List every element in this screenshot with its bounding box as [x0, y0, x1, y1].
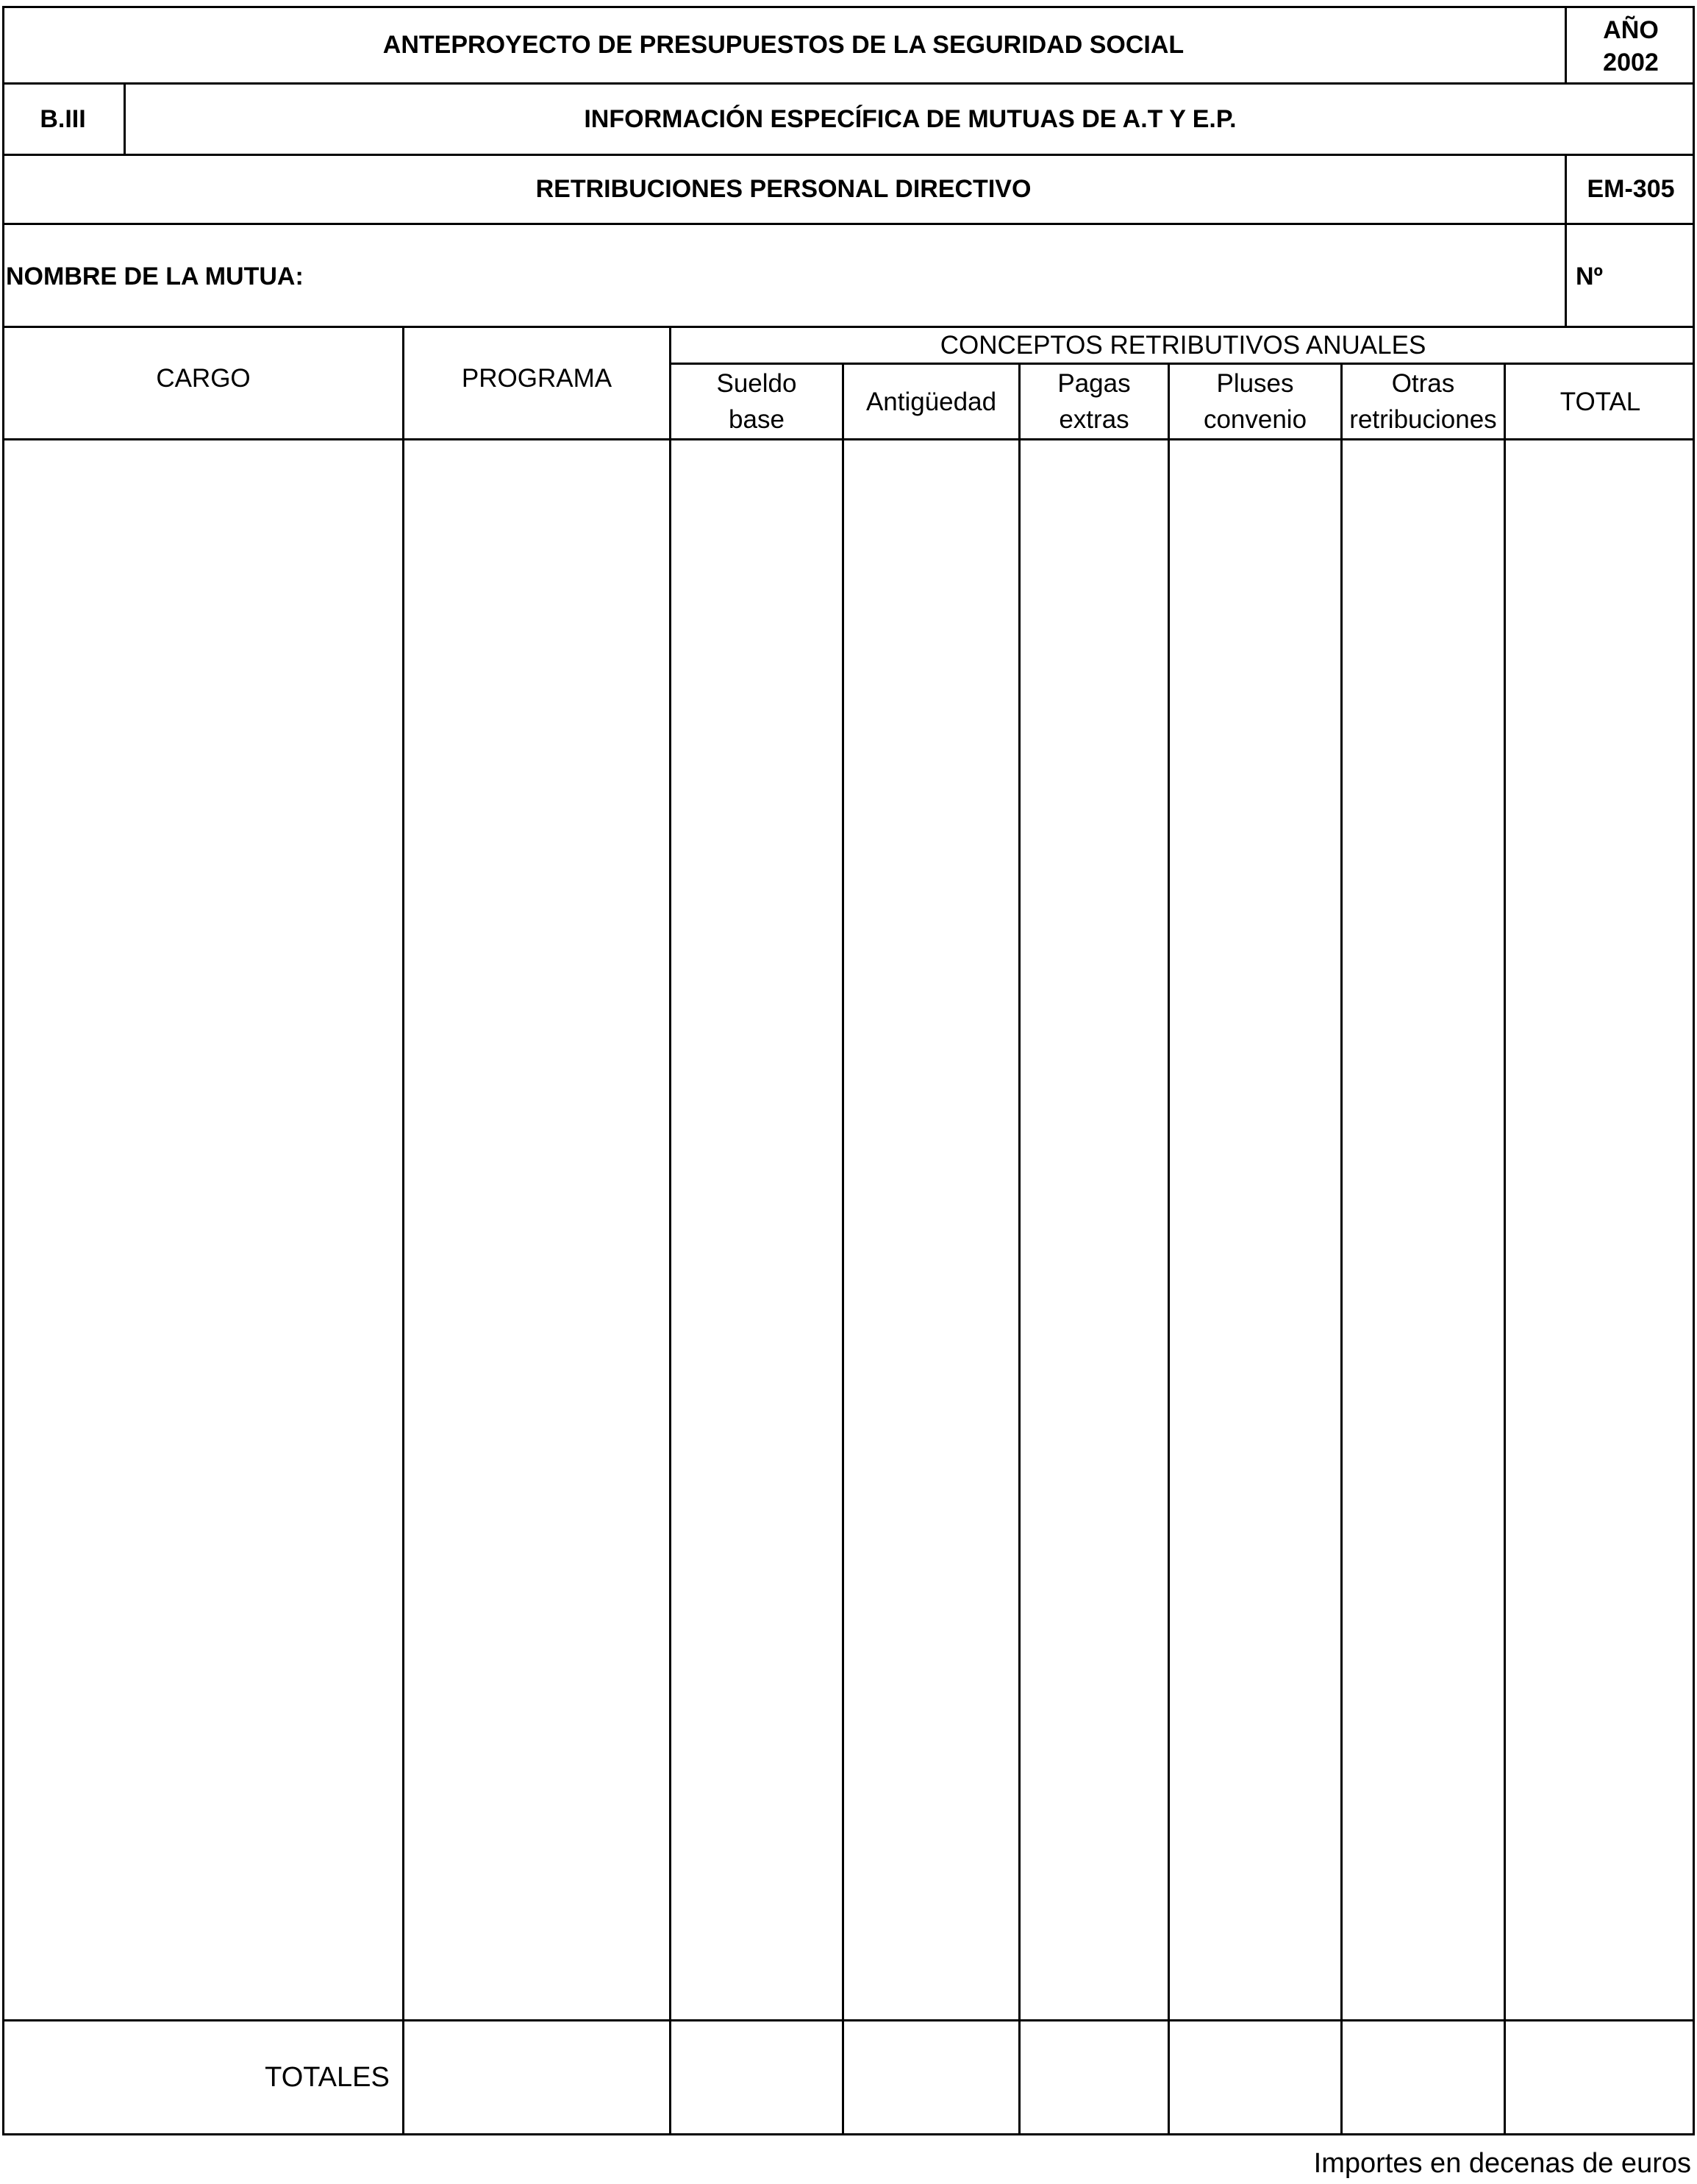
totals-cell-pluses-convenio[interactable] — [1170, 2021, 1340, 2133]
body-cell-sueldo-base[interactable] — [671, 440, 842, 2019]
section-code: B.III — [40, 104, 86, 133]
column-header-pagas-extras-line2: extras — [1059, 405, 1129, 434]
mutua-number-label: Nº — [1576, 262, 1603, 290]
body-cell-pluses-convenio[interactable] — [1170, 440, 1340, 2019]
column-header-total — [1506, 365, 1695, 438]
column-header-pluses-convenio-line1: Pluses — [1216, 369, 1294, 398]
amounts-unit-note: Importes en decenas de euros — [1313, 2147, 1691, 2179]
body-cell-otras-retribuciones[interactable] — [1343, 440, 1504, 2019]
column-header-otras-retribuciones — [1343, 365, 1504, 438]
column-header-sueldo-base-line1: Sueldo — [716, 369, 797, 398]
form-title: RETRIBUCIONES PERSONAL DIRECTIVO — [535, 175, 1032, 203]
column-header-pagas-extras-line1: Pagas — [1057, 369, 1131, 398]
body-cell-pagas-extras[interactable] — [1021, 440, 1168, 2019]
totals-cell-pagas-extras[interactable] — [1021, 2021, 1168, 2133]
column-header-antiguedad — [844, 365, 1018, 438]
mutua-name-label: NOMBRE DE LA MUTUA: — [6, 262, 304, 290]
body-cell-total[interactable] — [1506, 440, 1695, 2019]
column-header-programa: PROGRAMA — [461, 364, 612, 393]
column-header-pluses-convenio-line2: convenio — [1203, 405, 1307, 434]
column-header-sueldo-base — [671, 365, 842, 438]
year-label: AÑO — [1603, 15, 1659, 44]
column-header-antiguedad-line1: Antigüedad — [865, 387, 997, 416]
totals-cell-antiguedad[interactable] — [844, 2021, 1018, 2133]
year-value: 2002 — [1603, 48, 1659, 76]
body-cell-programa[interactable] — [404, 440, 669, 2019]
totals-cell-sueldo-base[interactable] — [671, 2021, 842, 2133]
column-header-otras-retribuciones-line1: Otras — [1391, 369, 1455, 398]
totals-cell-otras-retribuciones[interactable] — [1343, 2021, 1504, 2133]
column-header-pluses-convenio — [1170, 365, 1340, 438]
section-title: INFORMACIÓN ESPECÍFICA DE MUTUAS DE A.T Y E.P. — [584, 104, 1237, 133]
column-header-sueldo-base-line2: base — [729, 405, 785, 434]
column-header-pagas-extras — [1021, 365, 1168, 438]
totals-cell-total[interactable] — [1506, 2021, 1695, 2133]
group-header-conceptos: CONCEPTOS RETRIBUTIVOS ANUALES — [940, 331, 1426, 360]
column-header-otras-retribuciones-line2: retribuciones — [1349, 405, 1497, 434]
form-code: EM-305 — [1587, 175, 1675, 203]
column-header-total-line1: TOTAL — [1560, 387, 1641, 416]
totals-label: TOTALES — [265, 2061, 390, 2093]
main-title: ANTEPROYECTO DE PRESUPUESTOS DE LA SEGURIDAD SOCIAL — [382, 30, 1185, 59]
body-cell-cargo[interactable] — [4, 440, 402, 2019]
body-cell-antiguedad[interactable] — [844, 440, 1018, 2019]
column-header-cargo: CARGO — [156, 364, 251, 393]
